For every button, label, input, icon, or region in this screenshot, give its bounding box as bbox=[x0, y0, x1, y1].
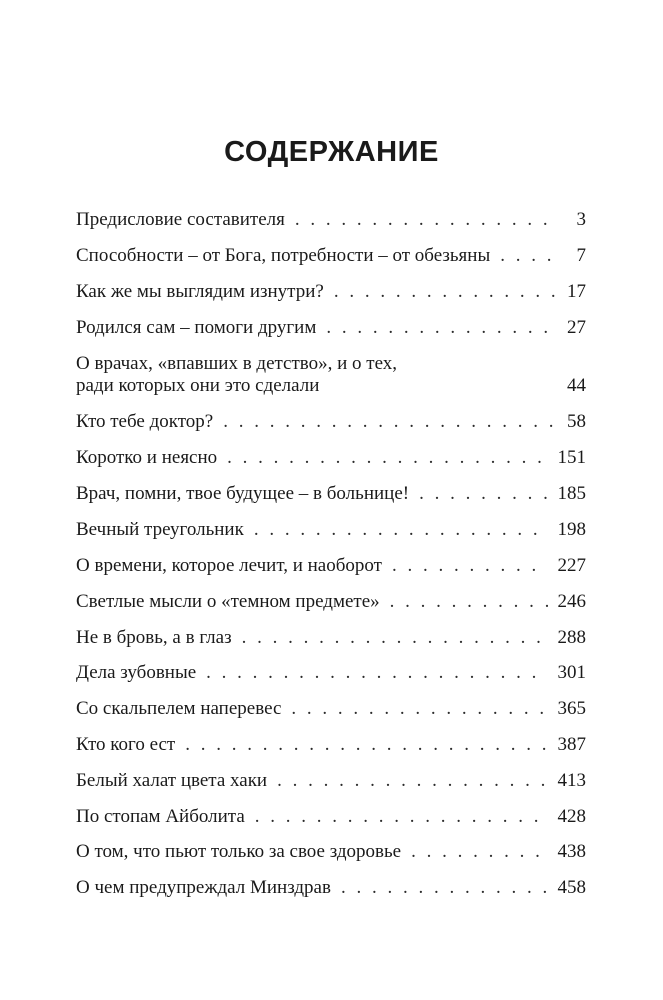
toc-entry-title: Как же мы выглядим изнутри? bbox=[76, 281, 324, 302]
toc-entry-title: Предисловие составителя bbox=[76, 209, 285, 230]
dot-leader bbox=[291, 698, 547, 720]
toc-entry-title-line1: О врачах, «впавших в детство», и о тех, bbox=[76, 353, 398, 374]
toc-entry-title: Коротко и неясно bbox=[76, 447, 218, 468]
toc-entry-title: Со скальпелем наперевес bbox=[76, 698, 282, 719]
toc-entry-page: 185 bbox=[557, 483, 586, 504]
dot-leader bbox=[419, 483, 547, 505]
dot-leader bbox=[223, 411, 556, 433]
toc-entry bbox=[76, 841, 586, 863]
toc-entry bbox=[76, 245, 586, 267]
toc-entry bbox=[76, 770, 586, 792]
toc-entry bbox=[76, 353, 586, 397]
dot-leader bbox=[326, 317, 556, 339]
dot-leader bbox=[411, 841, 547, 863]
toc-entry-title: По стопам Айболита bbox=[76, 806, 245, 827]
toc-entry-page: 198 bbox=[557, 519, 586, 540]
toc-entry-title: Врач, помни, твое будущее – в больнице! bbox=[76, 483, 410, 504]
dot-leader bbox=[255, 806, 548, 828]
toc-entry-page: 246 bbox=[557, 591, 586, 612]
dot-leader bbox=[500, 245, 556, 267]
dot-leader bbox=[227, 447, 547, 469]
toc-entry-title: О чем предупреждал Минздрав bbox=[76, 877, 331, 898]
dot-leader bbox=[277, 770, 547, 792]
toc-entry bbox=[76, 411, 586, 433]
toc-entry bbox=[76, 447, 586, 469]
toc-entry bbox=[76, 317, 586, 339]
toc-entry-title: Не в бровь, а в глаз bbox=[76, 627, 232, 648]
toc-entry-page: 301 bbox=[557, 662, 586, 683]
toc-entry-title: О том, что пьют только за свое здоровье bbox=[76, 841, 402, 862]
dot-leader bbox=[392, 555, 548, 577]
toc-entry-title: Дела зубовные bbox=[76, 662, 197, 683]
toc-entry bbox=[76, 209, 586, 231]
toc-entry-page: 413 bbox=[557, 770, 586, 791]
toc-entry bbox=[76, 806, 586, 828]
toc-entry-page: 458 bbox=[557, 877, 586, 898]
toc-entry-title: Кто кого ест bbox=[76, 734, 176, 755]
toc-entry bbox=[76, 519, 586, 541]
toc-entry bbox=[76, 281, 586, 303]
toc-entry bbox=[76, 591, 586, 613]
toc-entry-page: 151 bbox=[557, 447, 586, 468]
toc-entry-page: 438 bbox=[557, 841, 586, 862]
toc-entry-page: 17 bbox=[567, 281, 586, 302]
toc-entry-page: 58 bbox=[567, 411, 586, 432]
toc-entry-page: 27 bbox=[567, 317, 586, 338]
toc-entry-title: Родился сам – помоги другим bbox=[76, 317, 317, 338]
toc-entry-page: 428 bbox=[557, 806, 586, 827]
dot-leader bbox=[254, 519, 548, 541]
toc-entry-title: Вечный треугольник bbox=[76, 519, 244, 540]
toc-entry bbox=[76, 698, 586, 720]
toc-entry-page: 3 bbox=[576, 209, 586, 230]
toc-entry-page: 44 bbox=[567, 375, 586, 396]
dot-leader bbox=[185, 734, 547, 756]
toc-entry-page: 227 bbox=[557, 555, 586, 576]
toc-entry-page: 365 bbox=[557, 698, 586, 719]
dot-leader bbox=[390, 591, 548, 613]
dot-leader bbox=[341, 877, 548, 899]
toc-entry-title: О времени, которое лечит, и наоборот bbox=[76, 555, 382, 576]
toc-entry-title: Кто тебе доктор? bbox=[76, 411, 214, 432]
toc-entry-page: 387 bbox=[557, 734, 586, 755]
toc-entry bbox=[76, 662, 586, 684]
toc-entry bbox=[76, 555, 586, 577]
toc-entry-title: Способности – от Бога, потребности – от обезьяны bbox=[76, 245, 491, 266]
toc-entry bbox=[76, 627, 586, 649]
dot-leader bbox=[295, 209, 556, 231]
toc-entry-title: Светлые мысли о «темном предмете» bbox=[76, 591, 380, 612]
toc-entry bbox=[76, 877, 586, 899]
toc-entry bbox=[76, 734, 586, 756]
dot-leader bbox=[242, 627, 548, 649]
contents-heading: СОДЕРЖАНИЕ bbox=[224, 136, 439, 168]
toc-entry-page: 7 bbox=[576, 245, 586, 266]
toc-entry-title: ради которых они это сделали bbox=[76, 375, 320, 396]
dot-leader bbox=[334, 281, 556, 303]
toc-entry-page: 288 bbox=[557, 627, 586, 648]
toc-entry bbox=[76, 483, 586, 505]
dot-leader bbox=[206, 662, 547, 684]
toc-entry-title: Белый халат цвета хаки bbox=[76, 770, 268, 791]
